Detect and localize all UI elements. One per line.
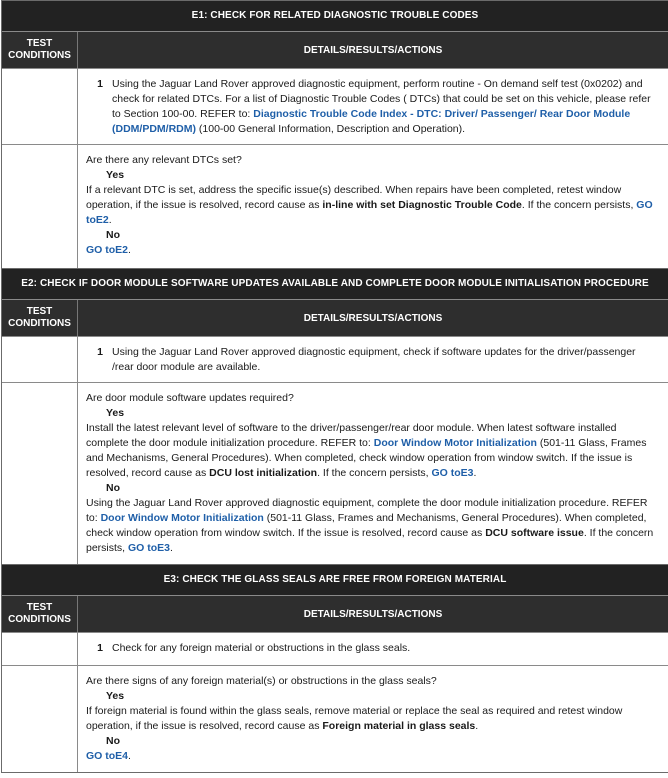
step-row — [2, 336, 668, 382]
section-title: E3: CHECK THE GLASS SEALS ARE FREE FROM FOREIGN MATERIAL — [2, 565, 668, 595]
test-conditions-header — [2, 596, 78, 632]
column-header-row — [2, 299, 668, 336]
yes-action: Install the latest relevant level of software to the driver/passenger/rear door module. When latest software installed complete the door module initialization procedure. REFER to: Door Window Motor Initialization (501-11 Glass, Frames and Mechanisms, General Procedures). When completed, check window operation from window switch. If the issue is resolved, record cause as DCU lost initialization. If the concern persists, GO toE3. — [86, 422, 647, 479]
no-label: No — [106, 482, 120, 494]
step-cell — [78, 633, 668, 665]
column-header-row — [2, 31, 668, 68]
question-text: Are there any relevant DTCs set? — [86, 154, 242, 166]
result-row — [2, 665, 668, 772]
section-title: E2: CHECK IF DOOR MODULE SOFTWARE UPDATES AVAILABLE AND COMPLETE DOOR MODULE INITIALISATION PROCEDURE — [2, 269, 668, 299]
header-text: TEST — [26, 602, 53, 613]
yes-action: If foreign material is found within the glass seals, remove material or replace the seal as required and retest window operation, if the issue is resolved, record cause as Foreign material in glass seals. — [86, 705, 623, 732]
step-row — [2, 632, 668, 665]
header-text: TEST — [26, 306, 53, 317]
test-conditions-cell — [2, 337, 78, 382]
section-e2 — [2, 268, 668, 564]
step-number: 1 — [97, 346, 103, 358]
goto-e3-link[interactable]: GO toE3 — [128, 542, 171, 554]
goto-e2-link[interactable]: GO toE2 — [86, 244, 129, 256]
header-text: CONDITIONS — [8, 50, 71, 61]
test-conditions-cell — [2, 383, 78, 564]
goto-e2-link[interactable]: GO toE2 — [86, 199, 653, 226]
no-action: GO toE2. — [86, 244, 131, 256]
question-text: Are door module software updates required? — [86, 392, 294, 404]
step-cell — [78, 69, 668, 144]
no-label: No — [106, 229, 120, 241]
door-window-motor-initialization-link[interactable]: Door Window Motor Initialization — [373, 437, 537, 449]
no-action: Using the Jaguar Land Rover approved diagnostic equipment, complete the door module initialization procedure. REFER to: Door Window Motor Initialization (501-11 Glass, Frames and Mechanisms, General Procedures). When completed, check window operation from window switch. If the issue is resolved, record cause as DCU software issue. If the concern persists, GO toE3. — [86, 497, 654, 554]
details-header: DETAILS/RESULTS/ACTIONS — [303, 608, 443, 620]
yes-label: Yes — [106, 169, 125, 181]
no-label: No — [106, 735, 120, 747]
goto-e4-link[interactable]: GO toE4 — [86, 750, 129, 762]
details-header: DETAILS/RESULTS/ACTIONS — [303, 44, 443, 56]
test-conditions-cell — [2, 633, 78, 665]
step-number: 1 — [97, 78, 103, 90]
test-conditions-header — [2, 300, 78, 336]
step-row — [2, 68, 668, 144]
step-text: Using the Jaguar Land Rover approved diagnostic equipment, perform routine - On demand self test (0x0202) and check for related DTCs. For a list of Diagnostic Trouble Codes ( DTCs) that could be set on this vehicle, please refer to Section 100-00. REFER to: Diagnostic Trouble Code Index - DTC: Driver/ Passenger/ Rear Door Module (DDM/PDM/RDM) (100-00 General Information, Description and Operation). — [112, 78, 651, 135]
section-e1 — [2, 0, 668, 268]
result-cell — [78, 383, 668, 564]
no-action: GO toE4. — [86, 750, 131, 762]
question-text: Are there signs of any foreign material(s) or obstructions in the glass seals? — [86, 675, 437, 687]
header-text: CONDITIONS — [8, 614, 71, 625]
result-row — [2, 144, 668, 268]
door-window-motor-initialization-link[interactable]: Door Window Motor Initialization — [100, 512, 264, 524]
test-conditions-header — [2, 32, 78, 68]
result-row — [2, 382, 668, 564]
header-text: CONDITIONS — [8, 318, 71, 329]
details-header: DETAILS/RESULTS/ACTIONS — [303, 312, 443, 324]
result-cell — [78, 666, 668, 772]
header-text: TEST — [26, 38, 53, 49]
result-cell — [78, 145, 668, 268]
step-text: Check for any foreign material or obstructions in the glass seals. — [112, 642, 411, 654]
test-conditions-cell — [2, 666, 78, 772]
yes-label: Yes — [106, 407, 125, 419]
yes-action: If a relevant DTC is set, address the specific issue(s) described. When repairs have been completed, retest window operation, if the issue is resolved, record cause as in-line with set Diagnostic Trouble Code. If the concern persists, GO toE2. — [86, 184, 653, 226]
dtc-index-link[interactable]: Diagnostic Trouble Code Index - DTC: Driver/ Passenger/ Rear Door Module (DDM/PDM/RDM) — [112, 108, 631, 135]
step-cell — [78, 337, 668, 382]
diagnostic-procedure-document — [1, 0, 668, 773]
step-text: Using the Jaguar Land Rover approved diagnostic equipment, check if software updates for the driver/passenger /rear door module are available. — [112, 346, 636, 373]
section-title: E1: CHECK FOR RELATED DIAGNOSTIC TROUBLE CODES — [2, 1, 668, 31]
test-conditions-cell — [2, 145, 78, 268]
section-e3 — [2, 564, 668, 772]
yes-label: Yes — [106, 690, 125, 702]
column-header-row — [2, 595, 668, 632]
test-conditions-cell — [2, 69, 78, 144]
step-number: 1 — [97, 642, 103, 654]
goto-e3-link[interactable]: GO toE3 — [431, 467, 474, 479]
